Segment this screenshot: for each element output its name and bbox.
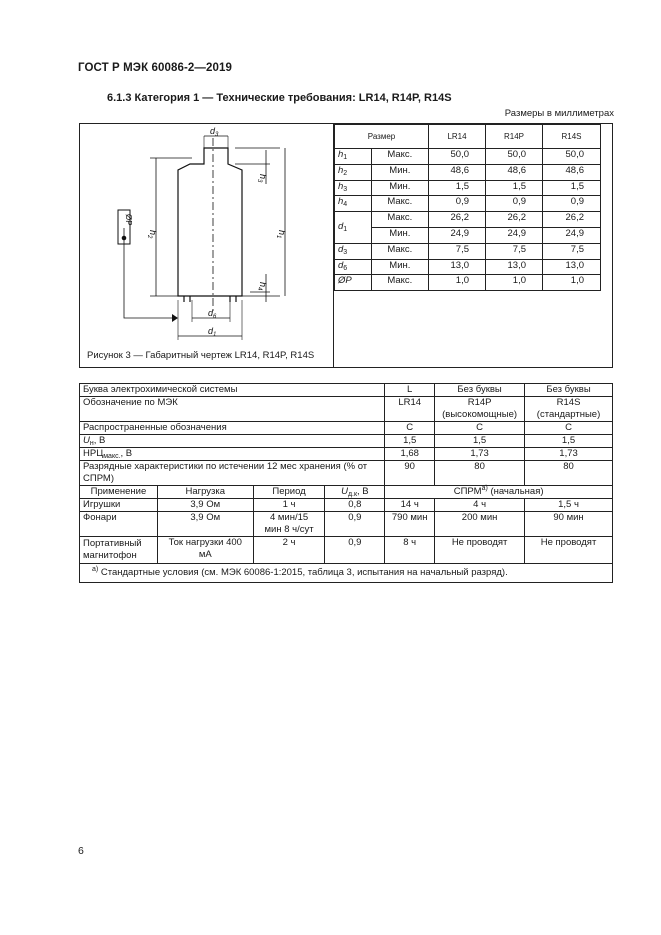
document-header: ГОСТ Р МЭК 60086-2—2019 <box>78 62 232 74</box>
dim-value: 50,0 <box>543 149 601 165</box>
dim-value: 1,5 <box>486 180 543 196</box>
app-name: Игрушки <box>80 499 158 512</box>
header-load: Нагрузка <box>157 486 253 499</box>
dim-value: 24,9 <box>486 227 543 243</box>
cell: 90 мин <box>525 512 613 537</box>
row-max-ocv <box>80 448 613 461</box>
cell: 1,68 <box>385 448 435 461</box>
cell: LR14 <box>385 397 435 422</box>
dim-sym: $h_1$ <box>335 149 372 165</box>
row-system-letter <box>80 384 613 397</box>
row-nominal-voltage <box>80 435 613 448</box>
dimensions-header-row <box>335 125 601 149</box>
app-period: 4 мин/15 мин 8 ч/сут <box>253 512 325 537</box>
dim-value: 48,6 <box>543 164 601 180</box>
dim-sym: $d_3$ <box>335 243 372 259</box>
app-load: 3,9 Ом <box>157 512 253 537</box>
row-app-tape-recorder <box>80 537 613 564</box>
app-period: 1 ч <box>253 499 325 512</box>
row-application-header <box>80 486 613 499</box>
cell: C <box>525 422 613 435</box>
dim-kind: Мин. <box>371 227 428 243</box>
header-mad: СПРМ$^{a)}$ (начальная) <box>385 486 613 499</box>
dim-value: 48,6 <box>486 164 543 180</box>
label-h2: $h_2$ <box>146 230 158 239</box>
dim-value: 1,0 <box>429 275 486 291</box>
dim-sym: $h_3$ <box>335 180 372 196</box>
row-storage-discharge <box>80 461 613 486</box>
row-iec-designation <box>80 397 613 422</box>
units-note: Размеры в миллиметрах <box>504 108 614 119</box>
cell: 1,5 <box>385 435 435 448</box>
row-app-toys <box>80 499 613 512</box>
cell: C <box>385 422 435 435</box>
row-label: Обозначение по МЭК <box>80 397 385 422</box>
dim-value: 26,2 <box>543 212 601 228</box>
footnote: $^{a)}$ Стандартные условия (см. МЭК 60086-1:2015, таблица 3, испытания на начальный разряд). <box>80 564 613 583</box>
cell: R14P (высокомощные) <box>435 397 525 422</box>
cell: 1,5 <box>525 435 613 448</box>
dim-value: 0,9 <box>486 196 543 212</box>
label-p: ØP <box>124 214 133 226</box>
label-d3: $d_3$ <box>210 126 219 138</box>
dim-row-h3 <box>335 180 601 196</box>
header-period: Период <box>253 486 325 499</box>
dim-value: 50,0 <box>486 149 543 165</box>
app-name: Фонари <box>80 512 158 537</box>
cell: 790 мин <box>385 512 435 537</box>
label-d6: $d_6$ <box>208 308 217 320</box>
header-application: Применение <box>80 486 158 499</box>
dimensions-table <box>334 124 601 291</box>
dim-header-r14s: R14S <box>543 125 601 149</box>
dim-value: 48,6 <box>429 164 486 180</box>
dim-kind: Макс. <box>371 149 428 165</box>
dim-header-size: Размер <box>335 125 429 149</box>
app-voltage: 0,8 <box>325 499 385 512</box>
cell: 200 мин <box>435 512 525 537</box>
dim-value: 50,0 <box>429 149 486 165</box>
cell: L <box>385 384 435 397</box>
dim-kind: Мин. <box>371 180 428 196</box>
dim-value: 7,5 <box>486 243 543 259</box>
dim-sym: $d_1$ <box>335 212 372 244</box>
dim-row-d6 <box>335 259 601 275</box>
cell: 14 ч <box>385 499 435 512</box>
app-name: Портативный магнитофон <box>80 537 158 564</box>
dim-row-h2 <box>335 164 601 180</box>
dim-value: 1,0 <box>543 275 601 291</box>
battery-drawing <box>80 124 333 367</box>
dim-row-p <box>335 275 601 291</box>
dim-header-r14p: R14P <box>486 125 543 149</box>
row-label: $НРЦ_{макс.}$, В <box>80 448 385 461</box>
cell: 1,73 <box>435 448 525 461</box>
dim-row-d3 <box>335 243 601 259</box>
header-cutoff-voltage: $U_{д.к}$, В <box>325 486 385 499</box>
cell: Без буквы <box>525 384 613 397</box>
dim-value: 13,0 <box>429 259 486 275</box>
app-voltage: 0,9 <box>325 537 385 564</box>
cell: 4 ч <box>435 499 525 512</box>
cell: Не проводят <box>435 537 525 564</box>
dim-sym: ØP <box>335 275 372 291</box>
label-h1: $h_1$ <box>275 230 287 239</box>
dim-value: 0,9 <box>429 196 486 212</box>
page-number: 6 <box>78 845 84 857</box>
dim-kind: Макс. <box>371 275 428 291</box>
cell: 80 <box>525 461 613 486</box>
dim-row-h1 <box>335 149 601 165</box>
label-h4: $h_4$ <box>256 282 268 291</box>
cell: 1,5 <box>435 435 525 448</box>
dim-sym: $h_4$ <box>335 196 372 212</box>
cell: 1,5 ч <box>525 499 613 512</box>
dim-value: 1,0 <box>486 275 543 291</box>
dim-value: 1,5 <box>543 180 601 196</box>
cell: 8 ч <box>385 537 435 564</box>
app-voltage: 0,9 <box>325 512 385 537</box>
app-period: 2 ч <box>253 537 325 564</box>
dim-value: 26,2 <box>429 212 486 228</box>
dim-kind: Мин. <box>371 164 428 180</box>
dim-value: 1,5 <box>429 180 486 196</box>
cell: 80 <box>435 461 525 486</box>
characteristics-table <box>79 383 613 583</box>
app-load: 3,9 Ом <box>157 499 253 512</box>
row-label: Распространенные обозначения <box>80 422 385 435</box>
row-label: Разрядные характеристики по истечении 12 мес хранения (% от СПРМ) <box>80 461 385 486</box>
app-load: Ток нагрузки 400 мА <box>157 537 253 564</box>
row-footnote <box>80 564 613 583</box>
dim-value: 7,5 <box>543 243 601 259</box>
dim-value: 26,2 <box>486 212 543 228</box>
row-app-flashlights <box>80 512 613 537</box>
row-common-designation <box>80 422 613 435</box>
dim-row-h4 <box>335 196 601 212</box>
cell: Без буквы <box>435 384 525 397</box>
dim-value: 24,9 <box>543 227 601 243</box>
dim-row-d1-min <box>335 227 601 243</box>
cell: 90 <box>385 461 435 486</box>
cell: C <box>435 422 525 435</box>
cell: R14S (стандартные) <box>525 397 613 422</box>
dim-kind: Мин. <box>371 259 428 275</box>
dim-value: 24,9 <box>429 227 486 243</box>
cell: Не проводят <box>525 537 613 564</box>
figure-caption: Рисунок 3 — Габаритный чертеж LR14, R14P, R14S <box>87 350 315 361</box>
dim-row-d1-max <box>335 212 601 228</box>
dim-value: 13,0 <box>543 259 601 275</box>
dim-value: 13,0 <box>486 259 543 275</box>
cell: 1,73 <box>525 448 613 461</box>
dim-sym: $d_6$ <box>335 259 372 275</box>
dim-kind: Макс. <box>371 196 428 212</box>
dim-kind: Макс. <box>371 212 428 228</box>
dim-value: 7,5 <box>429 243 486 259</box>
label-d1: $d_1$ <box>208 326 217 338</box>
figure-drawing <box>80 124 334 367</box>
dim-kind: Макс. <box>371 243 428 259</box>
dim-sym: $h_2$ <box>335 164 372 180</box>
row-label: $U_н$, В <box>80 435 385 448</box>
section-title: 6.1.3 Категория 1 — Технические требования: LR14, R14P, R14S <box>107 92 452 104</box>
row-label: Буква электрохимической системы <box>80 384 385 397</box>
dim-header-lr14: LR14 <box>429 125 486 149</box>
label-h3: $h_3$ <box>256 174 268 183</box>
dim-value: 0,9 <box>543 196 601 212</box>
